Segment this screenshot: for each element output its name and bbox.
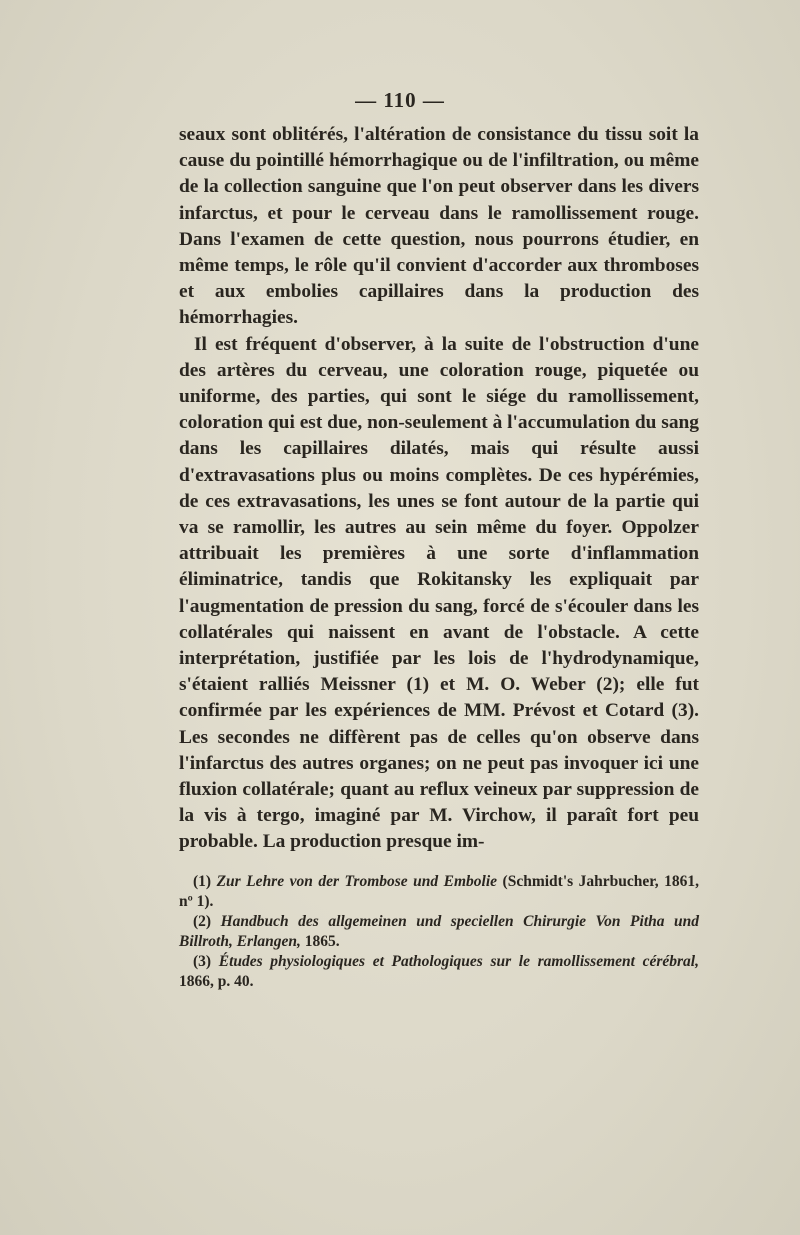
footnote-title: Handbuch des allgemeinen und speciellen Chirurgie Von Pitha und Billroth, Erlangen, xyxy=(179,913,700,950)
page-number: — 110 — xyxy=(355,88,445,112)
footnotes xyxy=(179,872,699,992)
footnote-title: Zur Lehre von der Trombose und Embolie xyxy=(216,873,498,890)
footnote-title: Études physiologiques et Pathologiques sur le ramollissement cérébral, xyxy=(218,953,699,970)
footnote-1 xyxy=(179,872,699,912)
footnote-marker: (3) xyxy=(193,953,212,970)
paragraph-2: Il est fréquent d'observer, à la suite de l'obstruction d'une des artères du cerveau, une coloration rouge, piquetée ou uniforme, des parties, qui sont le siége du ramollissement, coloration qui est due, non-seulement à l'accumulation du sang dans les capillaires dilatés, mais qui résulte aussi d'extravasations plus ou moins complètes. De ces hypérémies, de ces extravasations, les unes se font autour de la partie qui va se ramollir, les autres au sein même du foyer. Oppolzer attribuait les premières à une sorte d'inflammation éliminatrice, tandis que Rokitansky les expliquait par l'augmentation de pression du sang, forcé de s'écouler dans les collatérales qui naissent en avant de l'obstacle. A cette interprétation, justifiée par les lois de l'hydrodynamique, s'étaient ralliés Meissner (1) et M. O. Weber (2); elle fut confirmée par les expériences de MM. Prévost et Cotard (3). Les secondes ne diffèrent pas de celles qu'on observe dans l'infarctus des autres organes; on ne peut pas invoquer ici une fluxion collatérale; quant au reflux veineux par suppression de la vis à tergo, imaginé par M. Virchow, il paraît fort peu probable. La production presque im- xyxy=(179,333,699,853)
paragraph-1: seaux sont oblitérés, l'altération de consistance du tissu soit la cause du pointillé hémorrhagique ou de l'infiltration, ou même de la collection sanguine que l'on peut observer dans les divers infarctus, et pour le cerveau dans le ramollissement rouge. Dans l'examen de cette question, nous pourrons étudier, en même temps, le rôle qu'il convient d'accorder aux thromboses et aux embolies capillaires dans la production des hémorrhagies. xyxy=(179,124,699,329)
footnote-2 xyxy=(179,912,699,952)
footnote-rest: (Schmidt's Jahrbucher, 1861, nº 1). xyxy=(179,873,700,910)
footnote-rest: 1865. xyxy=(300,933,340,950)
footnote-marker: (2) xyxy=(193,913,212,930)
footnote-3 xyxy=(179,952,699,992)
footnote-marker: (1) xyxy=(193,873,212,890)
body-text xyxy=(179,122,699,856)
footnote-rest: 1866, p. 40. xyxy=(179,973,254,990)
